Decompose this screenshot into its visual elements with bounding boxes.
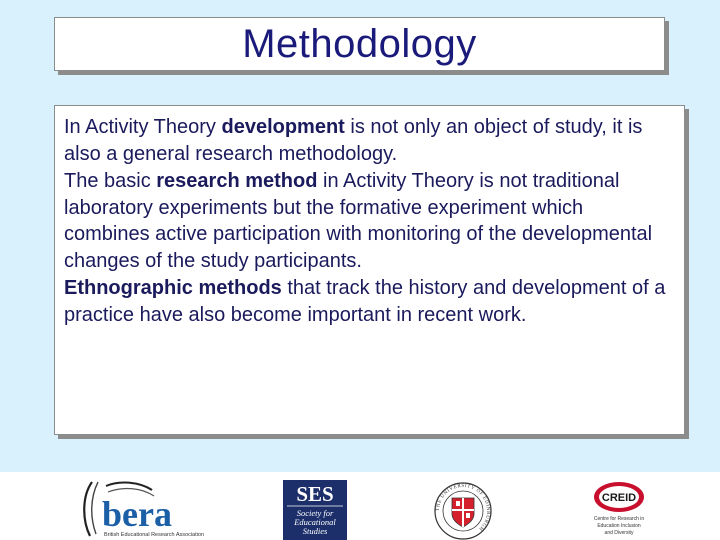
- paragraph-ethnographic: [64, 275, 674, 328]
- ses-logo: [283, 480, 347, 540]
- ses-line3: Studies: [302, 526, 328, 536]
- bera-subtitle: British Educational Research Association: [104, 532, 204, 538]
- bera-logo: [80, 478, 210, 540]
- ses-line2: Educational: [294, 517, 336, 527]
- paragraph-text: is not only an object of study, it is also a general research methodology.: [64, 116, 643, 165]
- creid-line1: Centre for Research in: [593, 516, 645, 522]
- university-seal-logo: [432, 480, 494, 540]
- creid-wordmark: CREID: [601, 492, 637, 504]
- paragraph-text: that track the history and development of a practice have also become important in recent work.: [64, 277, 666, 326]
- ses-acronym: SES: [296, 482, 334, 506]
- paragraph-text: The basic: [64, 170, 157, 192]
- paragraph-bold-term: development: [221, 116, 345, 138]
- bera-wordmark: bera: [102, 494, 172, 534]
- seal-ring-text: THE UNIVERSITY OF EDINBURGH: [435, 483, 491, 532]
- paragraph-research-method: [64, 168, 674, 274]
- paragraph-bold-term: Ethnographic methods: [64, 277, 282, 299]
- paragraph-bold-term: research method: [156, 170, 318, 192]
- slide-title: Methodology: [242, 22, 477, 66]
- logo-strip: [0, 472, 720, 540]
- title-box: [54, 17, 665, 71]
- paragraph-development: [64, 114, 674, 167]
- paragraph-text: in Activity Theory is not traditional laboratory experiments but the formative experiment which combines active participation with monitoring of the developmental changes of the study participants.: [64, 170, 653, 272]
- body-text-box: [54, 105, 685, 435]
- creid-line2: Education Inclusion: [597, 523, 641, 529]
- paragraph-text: In Activity Theory: [64, 116, 222, 138]
- ses-line1: Society for: [296, 508, 334, 518]
- creid-logo: [584, 478, 654, 540]
- creid-line3: and Diversity: [604, 530, 634, 536]
